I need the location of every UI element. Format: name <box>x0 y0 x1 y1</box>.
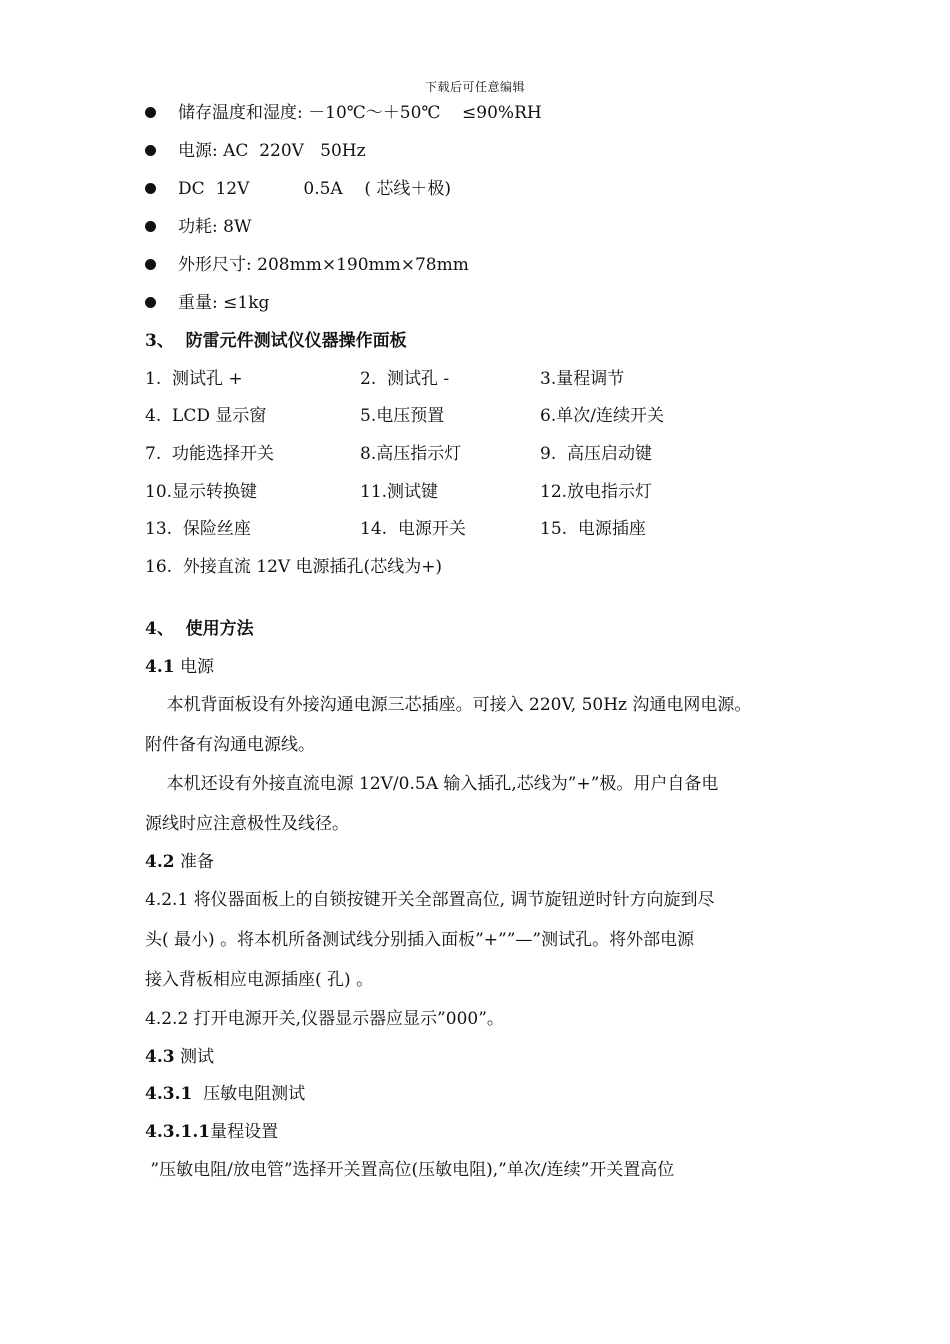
subsection-number: 4.3.1.1 <box>145 1122 211 1142</box>
subsection-label: 压敏电阻测试 <box>192 1084 306 1104</box>
subsection-number: 4.2 <box>145 852 175 872</box>
subsection-label: 测试 <box>174 1047 214 1067</box>
bullet-dot <box>145 297 156 308</box>
bullet-item: DC 12V 0.5A ( 芯线＋极) <box>178 179 451 199</box>
subsection-4-3-heading <box>145 1046 214 1068</box>
panel-item: 11.测试键 <box>360 482 439 502</box>
panel-item: 6.单次/连续开关 <box>540 406 664 426</box>
panel-item: 12.放电指示灯 <box>540 482 653 502</box>
paragraph-line: 接入背板相应电源插座( 孔) 。 <box>145 970 374 990</box>
subsection-label: 电源 <box>174 657 214 677</box>
paragraph-line: 附件备有沟通电源线。 <box>145 735 315 755</box>
bullet-item: 电源: AC 220V 50Hz <box>178 141 366 161</box>
panel-item: 8.高压指示灯 <box>360 444 462 464</box>
paragraph-line: 4.2.2 打开电源开关,仪器显示器应显示”000”。 <box>145 1009 504 1029</box>
panel-item: 13. 保险丝座 <box>145 519 251 539</box>
subsection-label: 准备 <box>174 852 214 872</box>
subsection-number: 4.3.1 <box>145 1084 193 1104</box>
bullet-dot <box>145 183 156 194</box>
section-3-heading: 3、 防雷元件测试仪仪器操作面板 <box>145 331 407 351</box>
panel-item: 14. 电源开关 <box>360 519 466 539</box>
subsection-number: 4.3 <box>145 1047 175 1067</box>
panel-item: 4. LCD 显示窗 <box>145 406 267 426</box>
bullet-item: 重量: ≤1kg <box>178 293 270 313</box>
bullet-item: 功耗: 8W <box>178 217 252 237</box>
bullet-item: 外形尺寸: 208mm×190mm×78mm <box>178 255 469 275</box>
paragraph-line: 本机还设有外接直流电源 12V/0.5A 输入插孔,芯线为”+”极。用户自备电 <box>145 774 719 794</box>
panel-item: 2. 测试孔 - <box>360 369 450 389</box>
panel-item: 7. 功能选择开关 <box>145 444 275 464</box>
page-header: 下载后可任意编辑 <box>424 80 525 94</box>
subsection-4-3-1-1-heading <box>145 1121 278 1143</box>
bullet-dot <box>145 145 156 156</box>
paragraph-line: 源线时应注意极性及线径。 <box>145 814 349 834</box>
bullet-dot <box>145 221 156 232</box>
panel-item: 5.电压预置 <box>360 406 445 426</box>
panel-item: 9. 高压启动键 <box>540 444 653 464</box>
paragraph-line: 本机背面板设有外接沟通电源三芯插座。可接入 220V, 50Hz 沟通电网电源。 <box>145 695 752 715</box>
panel-item: 16. 外接直流 12V 电源插孔(芯线为+) <box>145 557 443 577</box>
paragraph-line: 4.2.1 将仪器面板上的自锁按键开关全部置高位, 调节旋钮逆时针方向旋到尽 <box>145 890 715 910</box>
panel-item: 3.量程调节 <box>540 369 625 389</box>
panel-item: 10.显示转换键 <box>145 482 258 502</box>
subsection-4-1-heading <box>145 656 214 678</box>
bullet-dot <box>145 107 156 118</box>
section-4-heading: 4、 使用方法 <box>145 619 254 639</box>
bullet-dot <box>145 259 156 270</box>
panel-item: 15. 电源插座 <box>540 519 646 539</box>
bullet-item: 储存温度和湿度: －10℃～＋50℃ ≤90%RH <box>178 103 542 123</box>
subsection-4-3-1-heading <box>145 1083 305 1105</box>
subsection-number: 4.1 <box>145 657 175 677</box>
paragraph-line: ”压敏电阻/放电管”选择开关置高位(压敏电阻),”单次/连续”开关置高位 <box>145 1160 675 1180</box>
subsection-4-2-heading <box>145 851 214 873</box>
panel-item: 1. 测试孔 + <box>145 369 243 389</box>
subsection-label: 量程设置 <box>210 1122 279 1142</box>
paragraph-line: 头( 最小) 。将本机所备测试线分别插入面板”+””—”测试孔。将外部电源 <box>145 930 695 950</box>
